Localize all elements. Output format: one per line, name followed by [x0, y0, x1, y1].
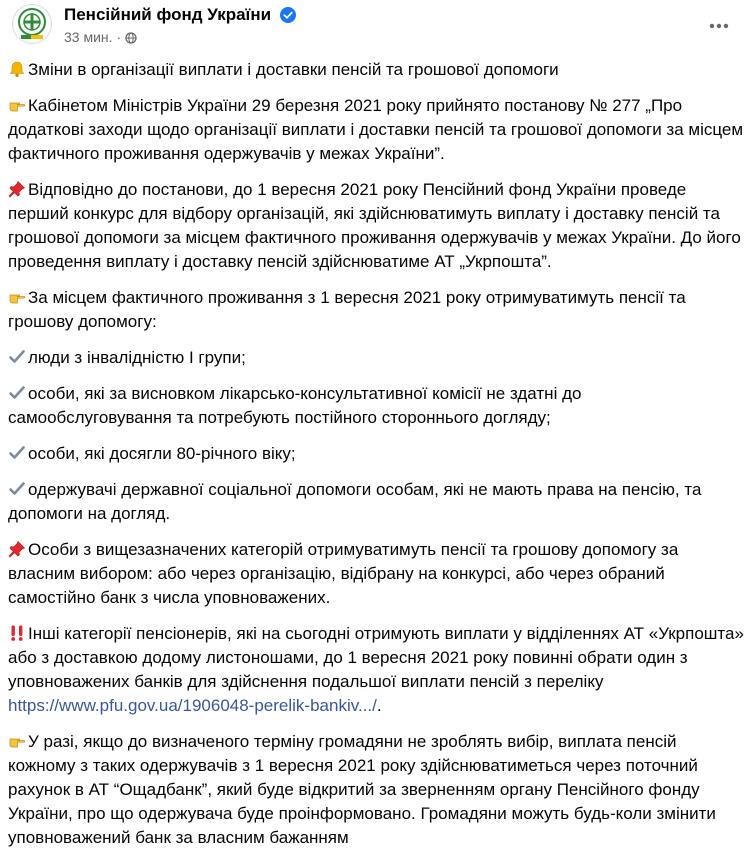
page-name-text[interactable]: Пенсійний фонд України	[64, 5, 272, 24]
verified-badge-icon	[280, 7, 296, 23]
check-mark-icon	[8, 384, 26, 402]
meta-separator: ·	[116, 29, 122, 45]
post-paragraph	[8, 286, 744, 334]
post-paragraph	[8, 622, 744, 718]
post-meta	[64, 29, 137, 45]
post-paragraph	[8, 442, 744, 466]
pfu-logo-icon	[13, 5, 51, 43]
page-avatar[interactable]	[12, 4, 52, 44]
more-dots-icon	[709, 23, 729, 29]
check-mark-icon	[8, 480, 26, 498]
double-exclamation-icon	[8, 624, 26, 642]
post-paragraph	[8, 178, 744, 274]
paragraph-text: Зміни в організації виплати і доставки пенсій та грошової допомоги	[28, 60, 559, 79]
paragraph-text: Особи з вищезазначених категорій отримуватимуть пенсії та грошову допомогу за власним вибором: або через організацію, відібрану на конкурсі, або через обраний самостійно банк з числа уповноважених.	[8, 540, 679, 607]
post-paragraph	[8, 538, 744, 610]
pointing-hand-icon	[8, 288, 26, 306]
pushpin-icon	[8, 180, 26, 198]
paragraph-text: Інші категорії пенсіонерів, які на сьогодні отримують виплати у відділеннях АТ «Укрпошта» або з доставкою додому листоношами, до 1 вересня 2021 року повинні обрати один з уповноважених банків для здійснення подальшої виплати пенсій з переліку	[8, 624, 744, 691]
paragraph-text: люди з інвалідністю I групи;	[28, 348, 246, 367]
more-options-button[interactable]	[701, 8, 737, 44]
post-header	[0, 0, 749, 56]
paragraph-text: одержувачі державної соціальної допомоги особам, які не мають права на пенсію, та допомоги на догляд.	[8, 480, 702, 523]
paragraph-text: особи, які досягли 80-річного віку;	[28, 444, 296, 463]
paragraph-text-end: .	[376, 696, 382, 715]
post-paragraph	[8, 478, 744, 526]
pushpin-icon	[8, 540, 26, 558]
bell-icon	[8, 60, 26, 78]
page-name[interactable]	[64, 5, 296, 25]
post-paragraph	[8, 382, 744, 430]
check-mark-icon	[8, 348, 26, 366]
globe-icon[interactable]	[125, 32, 137, 44]
post-timestamp[interactable]: 33 мин.	[64, 29, 113, 45]
post-paragraph	[8, 346, 744, 370]
paragraph-text: особи, які за висновком лікарсько-консультативної комісії не здатні до самообслуговування та потребують постійного стороннього догляду;	[8, 384, 582, 427]
post-body	[8, 58, 744, 862]
post-paragraph	[8, 730, 744, 850]
post-paragraph	[8, 58, 744, 82]
post-paragraph	[8, 94, 744, 166]
check-mark-icon	[8, 444, 26, 462]
bank-list-link[interactable]: https://www.pfu.gov.ua/1906048-perelik-bankiv.../	[8, 696, 377, 715]
paragraph-text: Відповідно до постанови, до 1 вересня 2021 року Пенсійний фонд України проведе перший конкурс для відбору організацій, які здійснюватимуть виплату і доставку пенсій та грошової допомоги за місцем фактичного проживання одержувачів у межах України. До його проведення виплату і доставку пенсій здійснюватиме АТ „Укрпошта”.	[8, 180, 741, 271]
paragraph-text: За місцем фактичного проживання з 1 вересня 2021 року отримуватимуть пенсії та грошову допомогу:	[8, 288, 686, 331]
paragraph-text: У разі, якщо до визначеного терміну громадяни не зроблять вибір, виплата пенсій кожному з таких одержувачів з 1 вересня 2021 року здійснюватиметься через поточний рахунок в АТ “Ощадбанк”, який буде відкритий за зверненням органу Пенсійного фонду України, про що одержувача буде проінформовано. Громадяни можуть будь-коли змінити уповноважений банк за власним бажанням	[8, 732, 716, 847]
pointing-hand-icon	[8, 732, 26, 750]
paragraph-text: Кабінетом Міністрів України 29 березня 2021 року прийнято постанову № 277 „Про додаткові заходи щодо організації виплати і доставки пенсій та грошової допомоги за місцем фактичного проживання одержувачів у межах України”.	[8, 96, 744, 163]
pointing-hand-icon	[8, 96, 26, 114]
